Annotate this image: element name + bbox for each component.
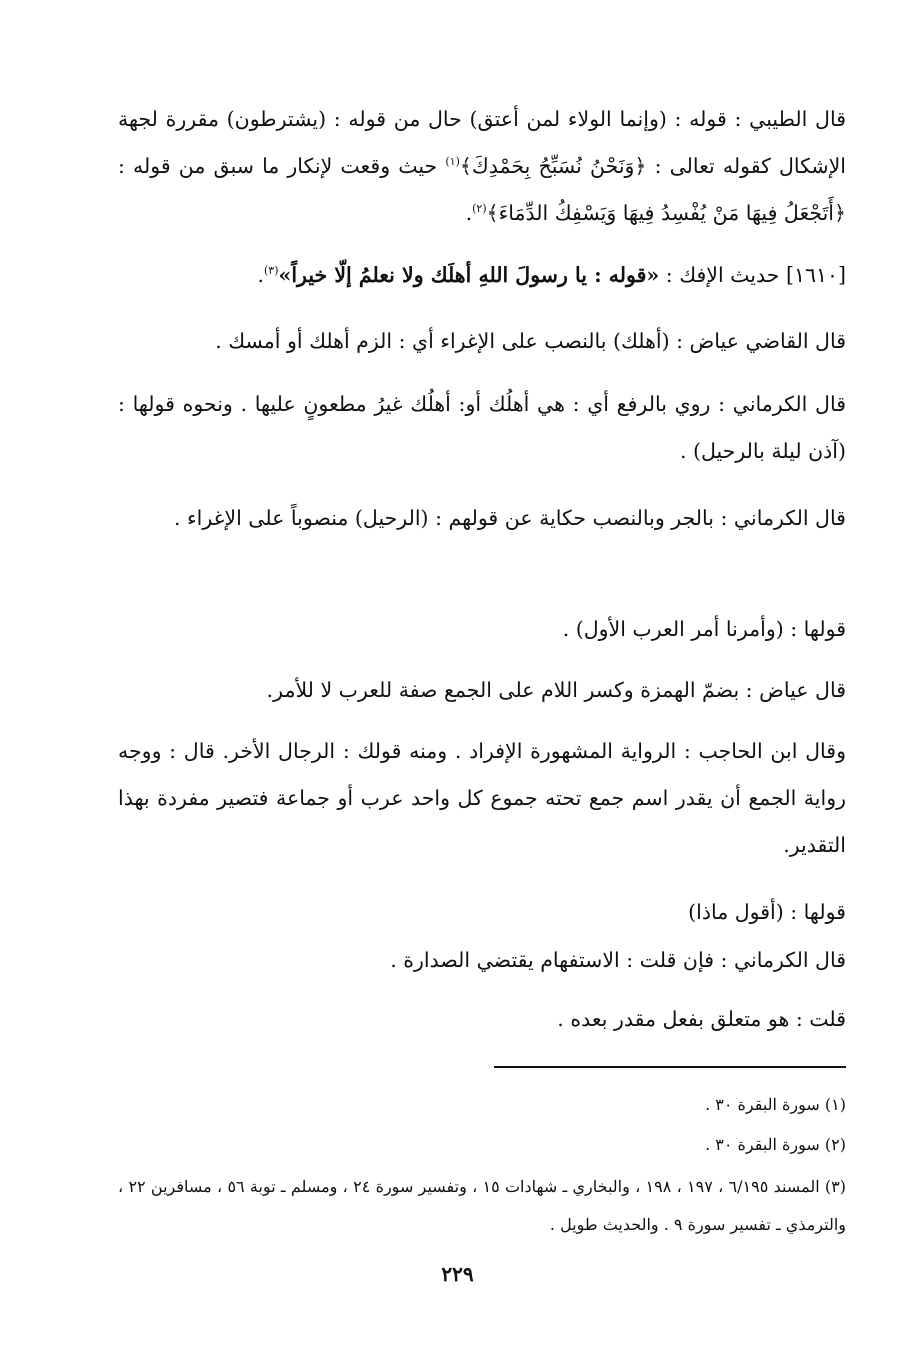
paragraph-iyad-2: قال عياض : بضمّ الهمزة وكسر اللام على الجمع صفة للعرب لا للأمر. <box>266 678 846 702</box>
paragraph-kirmani-2: قال الكرماني : بالجر وبالنصب حكاية عن قولهم : (الرحيل) منصوباً على الإغراء . <box>174 506 846 530</box>
hadith-quote: «قوله : يا رسولَ اللهِ أهلَك ولا نعلمُ إلّا خيراً» <box>278 263 660 287</box>
paragraph-kirmani-3: قال الكرماني : فإن قلت : الاستفهام يقتضي الصدارة . <box>390 948 846 972</box>
footnote-1: (١) سورة البقرة ٣٠ . <box>705 1095 846 1114</box>
footnote-ref-2[interactable]: (٢) <box>472 202 487 216</box>
paragraph-tibi-text-3: . <box>465 201 473 225</box>
hadith-heading: [١٦١٠] حديث الإفك : <box>659 263 846 287</box>
paragraph-tibi <box>118 96 846 237</box>
paragraph-hadith-ifk <box>118 252 846 299</box>
paragraph-qultu: قلت : هو متعلق بفعل مقدر بعده . <box>557 1007 846 1031</box>
paragraph-qawluha-2: قولها : (أقول ماذا) <box>688 900 846 924</box>
footnote-ref-3[interactable]: (٣) <box>264 264 279 278</box>
page-number: ٢٢٩ <box>441 1262 474 1286</box>
paragraph-ibn-hajib: وقال ابن الحاجب : الرواية المشهورة الإفراد . ومنه قولك : الرجال الأخر. قال : ووجه رواية الجمع أن يقدر اسم جمع تحته جموع كل واحد عرب أو جماعة فتصير مفردة بهذا التقدير. <box>118 739 846 857</box>
footnote-2: (٢) سورة البقرة ٣٠ . <box>705 1135 846 1154</box>
footnote-ref-1[interactable]: (١) <box>445 155 460 169</box>
paragraph-kirmani-1: قال الكرماني : روي بالرفع أي : هي أهلُك أو: أهلُك غيرُ مطعونٍ عليها . ونحوه قولها : (آذن ليلة بالرحيل) . <box>118 392 846 463</box>
hadith-end: . <box>257 263 264 287</box>
paragraph-tibi-text-2: حيث وقعت لإنكار ما سبق من قوله : ﴿أَتَجْعَلُ فِيهَا مَنْ يُفْسِدُ فِيهَا وَيَسْفِكُ الدِّمَاءَ﴾ <box>118 154 846 225</box>
footnote-separator <box>494 1066 846 1068</box>
paragraph-tibi-text-1: قال الطيبي : قوله : (وإنما الولاء لمن أعتق) حال من قوله : (يشترطون) مقررة لجهة الإشكال كقوله تعالى : ﴿وَنَحْنُ نُسَبِّحُ بِحَمْدِكَ﴾ <box>118 107 846 178</box>
paragraph-iyad: قال القاضي عياض : (أهلك) بالنصب على الإغراء أي : الزم أهلك أو أمسك . <box>215 329 846 353</box>
footnote-3: (٣) المسند ٦/١٩٥ ، ١٩٧ ، ١٩٨ ، والبخاري ـ شهادات ١٥ ، وتفسير سورة ٢٤ ، ومسلم ـ توبة ٥٦ ، مسافرين ٢٢ ، والترمذي ـ تفسير سورة ٩ . والحديث طويل . <box>118 1177 847 1234</box>
paragraph-qawluha-1: قولها : (وأمرنا أمر العرب الأول) . <box>562 617 846 641</box>
